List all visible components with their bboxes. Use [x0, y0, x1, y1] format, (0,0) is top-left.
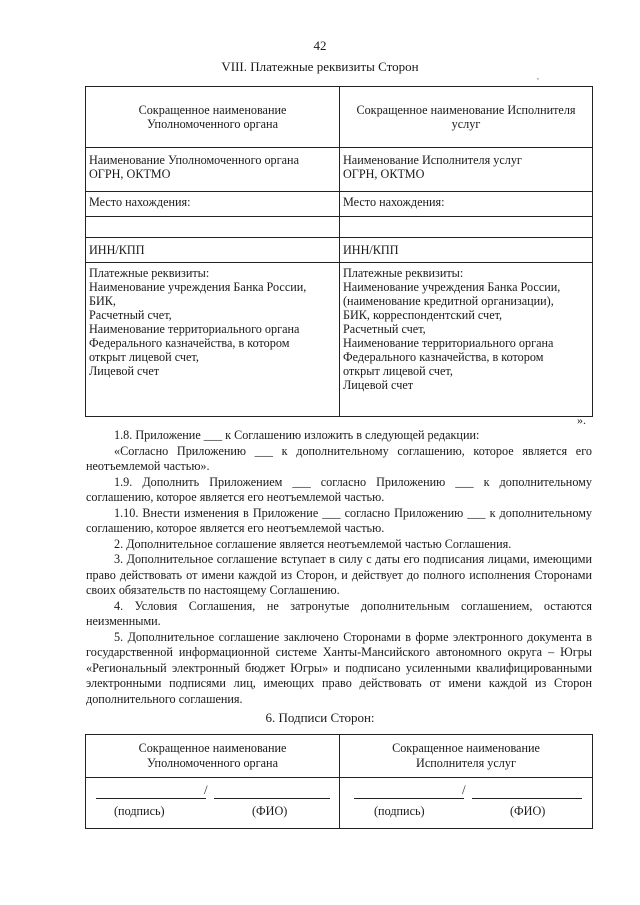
- left-bank-cell: [86, 263, 340, 417]
- right-bank-line: Расчетный счет,: [343, 322, 426, 336]
- left-signature-header: [86, 735, 340, 778]
- signatures-header-row: [86, 735, 593, 778]
- signature-line: [96, 798, 206, 799]
- agreement-paragraph: 2. Дополнительное соглашение является неотъемлемой частью Соглашения.: [114, 536, 512, 551]
- signatures-title: 6. Подписи Сторон:: [265, 710, 375, 725]
- right-bank-line: открыт лицевой счет,: [343, 364, 453, 378]
- left-bank-line: Федерального казначейства, в котором: [89, 336, 290, 350]
- right-header-cell: [340, 87, 593, 148]
- left-bank-line: открыт лицевой счет,: [89, 350, 199, 364]
- fio-caption: (ФИО): [510, 804, 546, 818]
- signature-line: [354, 798, 464, 799]
- right-bank-line: Наименование территориального органа: [343, 336, 554, 350]
- right-bank-line: Федерального казначейства, в котором: [343, 350, 544, 364]
- requisites-location-row: [86, 192, 593, 217]
- agreement-paragraph: 1.8. Приложение ___ к Соглашению изложить в следующей редакции:: [114, 428, 480, 442]
- requisites-bank-row: [86, 263, 593, 417]
- page-number: 42: [313, 38, 327, 53]
- signature-caption: (подпись): [374, 804, 425, 818]
- right-blank-cell: [340, 217, 593, 238]
- requisites-inn-row: [86, 238, 593, 263]
- right-bank-line: Наименование учреждения Банка России,: [343, 280, 561, 294]
- right-signature-header-line: Сокращенное наименование: [392, 741, 540, 755]
- agreement-paragraph: 1.10. Внести изменения в Приложение ___ согласно Приложению ___ к дополнительному соглашению, которое является его неотъемлемой частью.: [86, 505, 592, 535]
- left-header-cell: [86, 87, 340, 148]
- agreement-paragraph: 5. Дополнительное соглашение заключено Сторонами в форме электронного документа в государственной информационной системе Ханты-Мансийского автономного округа – Югры «Региональный электронный бюджет Югры» и подписано усиленными квалифицированными электронными подписями лиц, имеющих право действовать от имени каждой из Сторон дополнительного соглашения.: [86, 629, 592, 706]
- requisites-blank-row: [86, 217, 593, 238]
- left-blank-cell: [86, 217, 340, 238]
- left-bank-line: Лицевой счет: [89, 364, 160, 378]
- agreement-paragraph: 1.9. Дополнить Приложением ___ согласно Приложению ___ к дополнительному соглашению, которое является его неотъемлемой частью.: [86, 474, 592, 504]
- left-signature-header-line: Уполномоченного органа: [146, 756, 278, 770]
- agreement-paragraph: «Согласно Приложению ___ к дополнительному соглашению, которое является его неотъемлемой частью».: [86, 443, 592, 473]
- left-name-line: Наименование Уполномоченного органа: [89, 153, 299, 167]
- left-inn-cell: ИНН/КПП: [86, 238, 340, 263]
- signatures-field-row: [86, 778, 593, 829]
- right-name-line: Наименование Исполнителя услуг: [343, 153, 522, 167]
- section-title: VIII. Платежные реквизиты Сторон: [221, 59, 419, 74]
- left-name-line: ОГРН, ОКТМО: [89, 167, 171, 181]
- right-signature-header-line: Исполнителя услуг: [416, 756, 516, 770]
- requisites-table: [85, 86, 593, 417]
- left-name-cell: [86, 148, 340, 192]
- requisites-name-row: [86, 148, 593, 192]
- right-bank-line: Платежные реквизиты:: [343, 266, 464, 280]
- right-signature-cell: [340, 778, 593, 829]
- signatures-table: [85, 734, 593, 829]
- right-location-cell: Место нахождения:: [340, 192, 593, 217]
- requisites-header-row: [86, 87, 593, 148]
- right-bank-cell: [340, 263, 593, 417]
- agreement-paragraphs: [86, 428, 592, 707]
- fio-line: [472, 798, 582, 799]
- agreement-paragraph: 4. Условия Соглашения, не затронутые дополнительным соглашением, остаются неизменными.: [86, 598, 592, 628]
- signature-caption: (подпись): [114, 804, 165, 818]
- right-inn-cell: ИНН/КПП: [340, 238, 593, 263]
- left-bank-line: БИК,: [89, 294, 116, 308]
- right-header-line: услуг: [451, 117, 481, 131]
- right-signature-header: [340, 735, 593, 778]
- left-bank-line: Наименование учреждения Банка России,: [89, 280, 307, 294]
- right-bank-line: (наименование кредитной организации),: [343, 294, 554, 308]
- left-bank-line: Расчетный счет,: [89, 308, 172, 322]
- left-signature-cell: [86, 778, 340, 829]
- fio-caption: (ФИО): [252, 804, 288, 818]
- agreement-paragraph: 3. Дополнительное соглашение вступает в силу с даты его подписания лицами, имеющими право действовать от имени каждой из Сторон, и действует до полного исполнения Сторонами своих обязательств по настоящему Соглашению.: [86, 552, 592, 597]
- signature-slash: /: [462, 782, 466, 797]
- left-bank-line: Наименование территориального органа: [89, 322, 300, 336]
- right-header-line: Сокращенное наименование Исполнителя: [356, 103, 576, 117]
- right-bank-line: Лицевой счет: [343, 378, 414, 392]
- left-location-cell: Место нахождения:: [86, 192, 340, 217]
- right-bank-line: БИК, корреспондентский счет,: [343, 308, 503, 322]
- left-header-line: Уполномоченного органа: [146, 117, 278, 131]
- right-name-line: ОГРН, ОКТМО: [343, 167, 425, 181]
- fio-line: [214, 798, 330, 799]
- right-name-cell: [340, 148, 593, 192]
- left-bank-line: Платежные реквизиты:: [89, 266, 210, 280]
- closing-quote: ».: [577, 413, 586, 427]
- left-signature-header-line: Сокращенное наименование: [138, 741, 287, 755]
- scan-speck: ,: [537, 72, 539, 81]
- left-header-line: Сокращенное наименование: [138, 103, 287, 117]
- signature-slash: /: [204, 782, 208, 797]
